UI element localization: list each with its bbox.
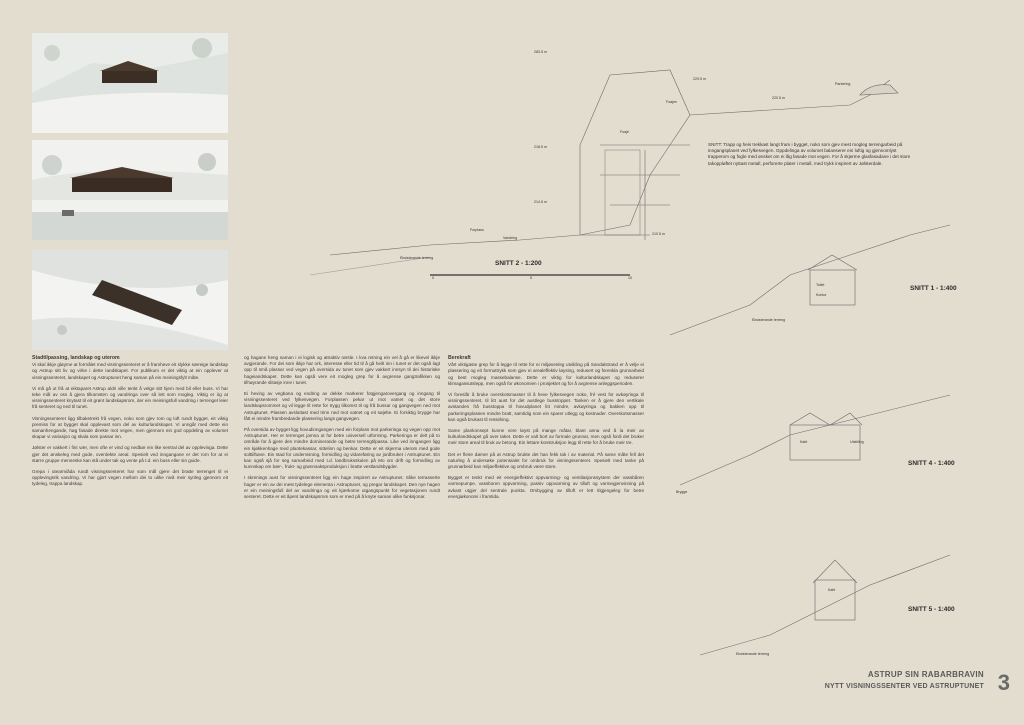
rendering-middle (32, 140, 228, 240)
title-line2: NYTT VISNINGSSENTER VED ASTRUPTUNET (824, 683, 984, 690)
rendering-top (32, 33, 228, 133)
paragraph: Det er fleire dømer på at Astrup brukte det han fekk tak i av material. På same måte fell det naturleg å undersøke potensialet for ombruk for visningssenteret. Spesielt med tanke på grunnarbeid kan miljøeffektive og ombruk være store. (448, 451, 644, 470)
paragraph: Bygget er tenkt med eit energieffektivt oppvarming- og ventilasjonssystem der vassbåren varmepumpe, vassboren oppvarming, passiv oppvarming av tilluft og varmegjenvinning på avkast utgjer del sentrale punkta. Ombygging av tilluft er lett tilgjengeleg for betre energiøkonomi i framtida. (448, 475, 644, 499)
room-kafe-2: Kafé (828, 588, 836, 592)
level-3: 220.5 m (772, 96, 785, 100)
paragraph: Vi foreslår å bruke overskotsmasser til å heve fylkesvegen noko, fré vest for avkøyringa til visningssenteret, til litt aust for det austlege busstoppet. Tanken er å gjere den vertikale avstanden frå busstoppa til hovudplanet litt mindre, avkøyringa og bakken opp til parkeringsplassen mindre bratt, samtidig som ein sparer utlegg og kostnader. Overskotsmasser kan også brukast til ressirking. (448, 392, 644, 422)
terrain-label-2: Eksisterande terreng (752, 318, 786, 322)
paragraph: Vi skal ikkje gløyme at formålet med visningssenteret er å framheve eit slykke særeige landskap og Astrup sitt liv og virke i dette landskapet. For publikum er det viktig at ein opplever at visningssenteret, landskapet og Astruptunet heng saman på ein meiningsfylt måte. (32, 362, 228, 380)
paragraph: Jølster er vakkert i fint vær, men ofte er vind og nedbør ein like sentral del av opplevinga. Dette gjer det ønskeleg med gode, overdekte areal. Spesielt ved inngangane er det rom for at ei større gruppe menneske kan stå under tak og vente på t.d. ein buss eller sin guide. (32, 445, 228, 463)
paragraph: I skrenings aust for visningssenteret ligg ein hage inspirert av Astruptunet. Slike terrasserte hager er ein av dei mest tydelege elementa i Astruptunet, og pregar landskapet. Den nye hagen er ein meiningsfull del av vandringa og eit kjærkome utgangspunkt for vegetasjonen rundt senteret. Dette er eit åpent landskapsrom som er med på å knyte saman ulike funksjonar. (244, 475, 440, 500)
text-column-1 (32, 355, 228, 493)
room-forplass: Forplass (470, 228, 484, 232)
room-kafe: Kafé (800, 440, 808, 444)
label-snitt1: SNITT 1 - 1:400 (910, 285, 957, 292)
rendering-aerial (32, 250, 228, 350)
label-snitt2: SNITT 2 - 1:200 (495, 260, 542, 267)
scale-0: 0 (432, 276, 434, 280)
room-toilet: Toilet (816, 283, 825, 287)
room-utstilling: Utstilling (850, 440, 864, 444)
section-drawings (250, 35, 1010, 675)
title-line1: ASTRUP SIN RABARBRAVIN (867, 670, 984, 679)
level-1: 283.5 m (534, 50, 547, 54)
level-2: 229.5 m (693, 77, 706, 81)
paragraph: Same plankonsept kunne vore løyst på mange måtar, blant anna ved å la meir av kulturlandskapet gå over taket. Dette er valt bort av formale grunnar, men også fordi det bruker meir store areal til bruk av betong. Ein lettare konstruksjon legg til rette for å bruke meir tre. (448, 428, 644, 446)
room-foajee: Foajee (666, 100, 677, 104)
level-5: 214.5 m (534, 200, 547, 204)
level-6: 210.5 m (652, 232, 665, 236)
room-vandring: Vandring (503, 236, 518, 240)
level-4: 218.5 m (534, 145, 547, 149)
room-kontor: Kontor (816, 293, 827, 297)
paragraph: og hagane heng saman i ei logisk og attraktiv rørsle. I kva retning ein vel å gå er likevel ikkje avgjerande. For dei som ikkje har ork, interesse eller tid til å gå heilt inn i tunet er det også lagt opp til små plassar ved vegen på oversida av tunet som gjev vakkert innsyn til dei historiske hageiandskapet. Dette kan også vere eit mogleg grep for å avgrense gangtrafikken og tilhøyrande slitasje inne i tunet. (244, 355, 440, 385)
room-foajee2: Foajé (620, 130, 629, 134)
paragraph: Visningssenteret ligg tilbaketrekt frå vegen, noko som gjev rom og luft rundt bygget, eit viktig premiss for at bygget skal opplevast som del av kulturlandskapet. Vi unngår med dette ein samanhengande, høg fasade direkte mot vegen, men gjennom ein god oppdeling av volumet skapar vi variasjon og skala som passar inn. (32, 415, 228, 440)
room-parkering: Parkering (835, 82, 851, 86)
paragraph: Vi må gå ut frå at eiktaparet Astrup aldri ville tenkt å velge sitt hjem med bil eller buss. Vi har teke mål av oss å gjera tilkomsten og vandringa over så lett som mogleg. Viktig er òg at visningssenteret knytast til eit grønt landskapsrom, der ein meiningsfull vandring i terrenget leier frå senteret og ned til tunet. (32, 385, 228, 410)
scale-10: 10 (628, 276, 632, 280)
heading-berekraft: Berekraft (448, 355, 471, 361)
paragraph: Ei heving av vegbana og endring av dekke markerer fotgjengarovergang og inngang til visningssenteret ved fylkesvegen. Forplassen pekar ut mot vatnet og det store landskapsrommet og vil legge til rette for trygg tilkomst til og frå bussar og gangvegen ned mot Astruptunet. Plassen avsluttast med trinn ned mot vatnet og eit søjelte. Ei forsiktig brygge har fått ei mindre frambredande plassering langs gangvegen. (244, 391, 440, 421)
page-number: 3 (997, 670, 1010, 695)
terrain-label-1: Eksisterande terreng (400, 256, 434, 260)
room-brygge: Brygge (676, 490, 688, 494)
terrain-label-3: Eksisterande terreng (736, 652, 770, 656)
label-snitt5: SNITT 5 - 1:400 (908, 606, 955, 613)
paragraph: På oversida av bygget ligg hovudinngangen med ein forplass mot parkeringa og vegen opp mot Astruptunet. Her er terrenget jamna ut for betre universell utforming. Parkeringa er delt på to område for å gjere den mindre dominerande og betre terrengtilpassa. Like ved inngangen ligg ein kjøkkenhage med plantekassar, sittelinn og benkar. Dette er eit skjerma uterom med gode solttilhøve. Ein stad for undervisning, formidling og vidareføring av jordbruket i Astruptunet. Ein kan også sjå for seg samarbeid med t.d. landbruksskulen på Mo om drift og formidling av kunnskap om bær-, frukt- og grønnsaksproduksjon i bratte vestlandsbygder. (244, 427, 440, 470)
paragraph: Grepa i utearmiåda rundt visningssenteret har som mål gjere det bratte terrenget til ei opplevingsrik vandring. Vi har gjort vegen mellom dei to ulike nivå meir synleg gjennom eit tydeleg, trappa landskap. (32, 469, 228, 487)
heading-stadtilpassing: Stadtilpassing, landskap og uterom (32, 355, 120, 361)
paragraph: Vårt viktigaste grep for å legge til rette for ei miljøvenleg utvikling på Sandalstrand er å velje ei plassering og eit formuttrykk som gjev ei arealeffektiv løysing, redusert og forenkla grunnarbeid og best mogleg massebalanse. Dette er viktig for kulturlandskapet og reduserer klimagassutslepp, men også for økonomien i prosjektet og for å avgrense anleggsperioden. (448, 362, 644, 386)
section-note: SNITT: Trapp og heis trekkast langt fram i bygget, noko som gjev mest mogleg terrengarbeid på inngangsplanet ved fylkesvegen. Oppdelinga av volumet balanserer ein luftig og gjennomlyst trapperom og fogle med ønsket om ei låg fasade mot vegen. For å skjerme glasfasadane i det store takoppløftet nyttast metall, perforerte plater i metall, med trykk inspirert av Jølsterdale. (708, 142, 911, 166)
scale-5: 5 (530, 276, 532, 280)
label-snitt4: SNITT 4 - 1:400 (908, 460, 955, 467)
